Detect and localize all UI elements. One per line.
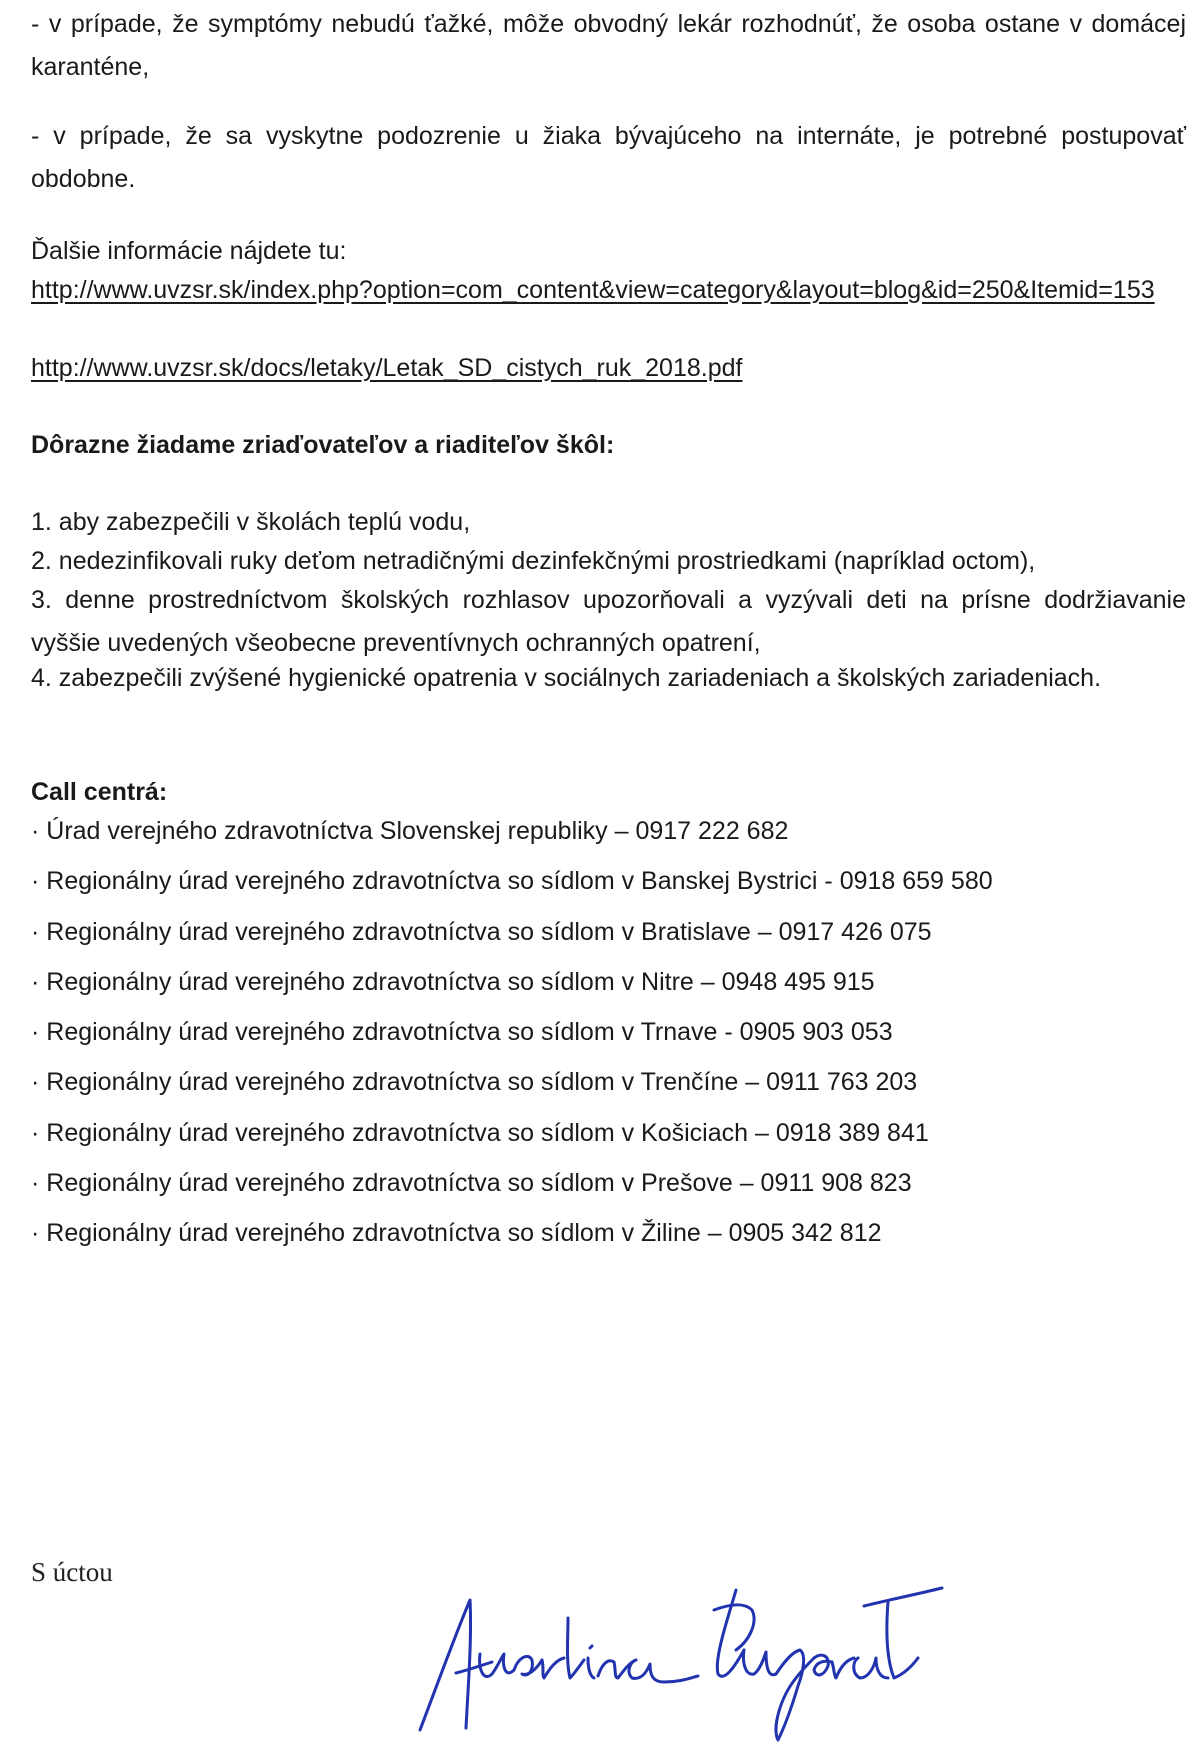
request-item-4: 4. zabezpečili zvýšené hygienické opatrenia v sociálnych zariadeniach a školských zariadeniach. — [31, 664, 1102, 692]
handwritten-signature — [418, 1578, 1018, 1743]
request-heading: Dôrazne žiadame zriaďovateľov a riaditeľov škôl: — [31, 431, 615, 459]
info-heading: Ďalšie informácie nájdete tu: — [31, 237, 347, 265]
call-center-item: · Úrad verejného zdravotníctva Slovenskej republiky – 0917 222 682 — [31, 817, 789, 845]
request-item-3: 3. denne prostredníctvom školských rozhlasov upozorňovali a vyzývali deti na prísne dodržiavanie vyššie uvedených všeobecne preventívnych ochranných opatrení, — [31, 586, 1186, 657]
closing-salutation: S úctou — [31, 1557, 113, 1587]
request-item-1: 1. aby zabezpečili v školách teplú vodu, — [31, 508, 471, 536]
paragraph-dormitory: - v prípade, že sa vyskytne podozrenie u žiaka bývajúceho na internáte, je potrebné postupovať obdobne. — [31, 122, 1186, 193]
call-centers-heading: Call centrá: — [31, 778, 168, 806]
call-center-item: · Regionálny úrad verejného zdravotníctva so sídlom v Banskej Bystrici - 0918 659 580 — [31, 867, 993, 895]
call-center-item: · Regionálny úrad verejného zdravotníctva so sídlom v Trnave - 0905 903 053 — [31, 1018, 893, 1046]
call-center-item: · Regionálny úrad verejného zdravotníctva so sídlom v Trenčíne – 0911 763 203 — [31, 1068, 918, 1096]
call-center-item: · Regionálny úrad verejného zdravotníctva so sídlom v Bratislave – 0917 426 075 — [31, 918, 932, 946]
info-link-uvzsr-category[interactable]: http://www.uvzsr.sk/index.php?option=com_content&view=category&layout=blog&id=250&Itemid=153 — [31, 276, 1155, 304]
call-center-item: · Regionálny úrad verejného zdravotníctva so sídlom v Košiciach – 0918 389 841 — [31, 1119, 929, 1147]
call-center-item: · Regionálny úrad verejného zdravotníctva so sídlom v Nitre – 0948 495 915 — [31, 968, 875, 996]
call-center-item: · Regionálny úrad verejného zdravotníctva so sídlom v Prešove – 0911 908 823 — [31, 1169, 912, 1197]
request-item-2: 2. nedezinfikovali ruky deťom netradičnými dezinfekčnými prostriedkami (napríklad octom), — [31, 547, 1036, 575]
paragraph-home-quarantine: - v prípade, že symptómy nebudú ťažké, môže obvodný lekár rozhodnúť, že osoba ostane v domácej karanténe, — [31, 10, 1186, 81]
call-center-item: · Regionálny úrad verejného zdravotníctva so sídlom v Žiline – 0905 342 812 — [31, 1219, 882, 1247]
info-link-hand-washing-leaflet[interactable]: http://www.uvzsr.sk/docs/letaky/Letak_SD_cistych_ruk_2018.pdf — [31, 354, 743, 382]
